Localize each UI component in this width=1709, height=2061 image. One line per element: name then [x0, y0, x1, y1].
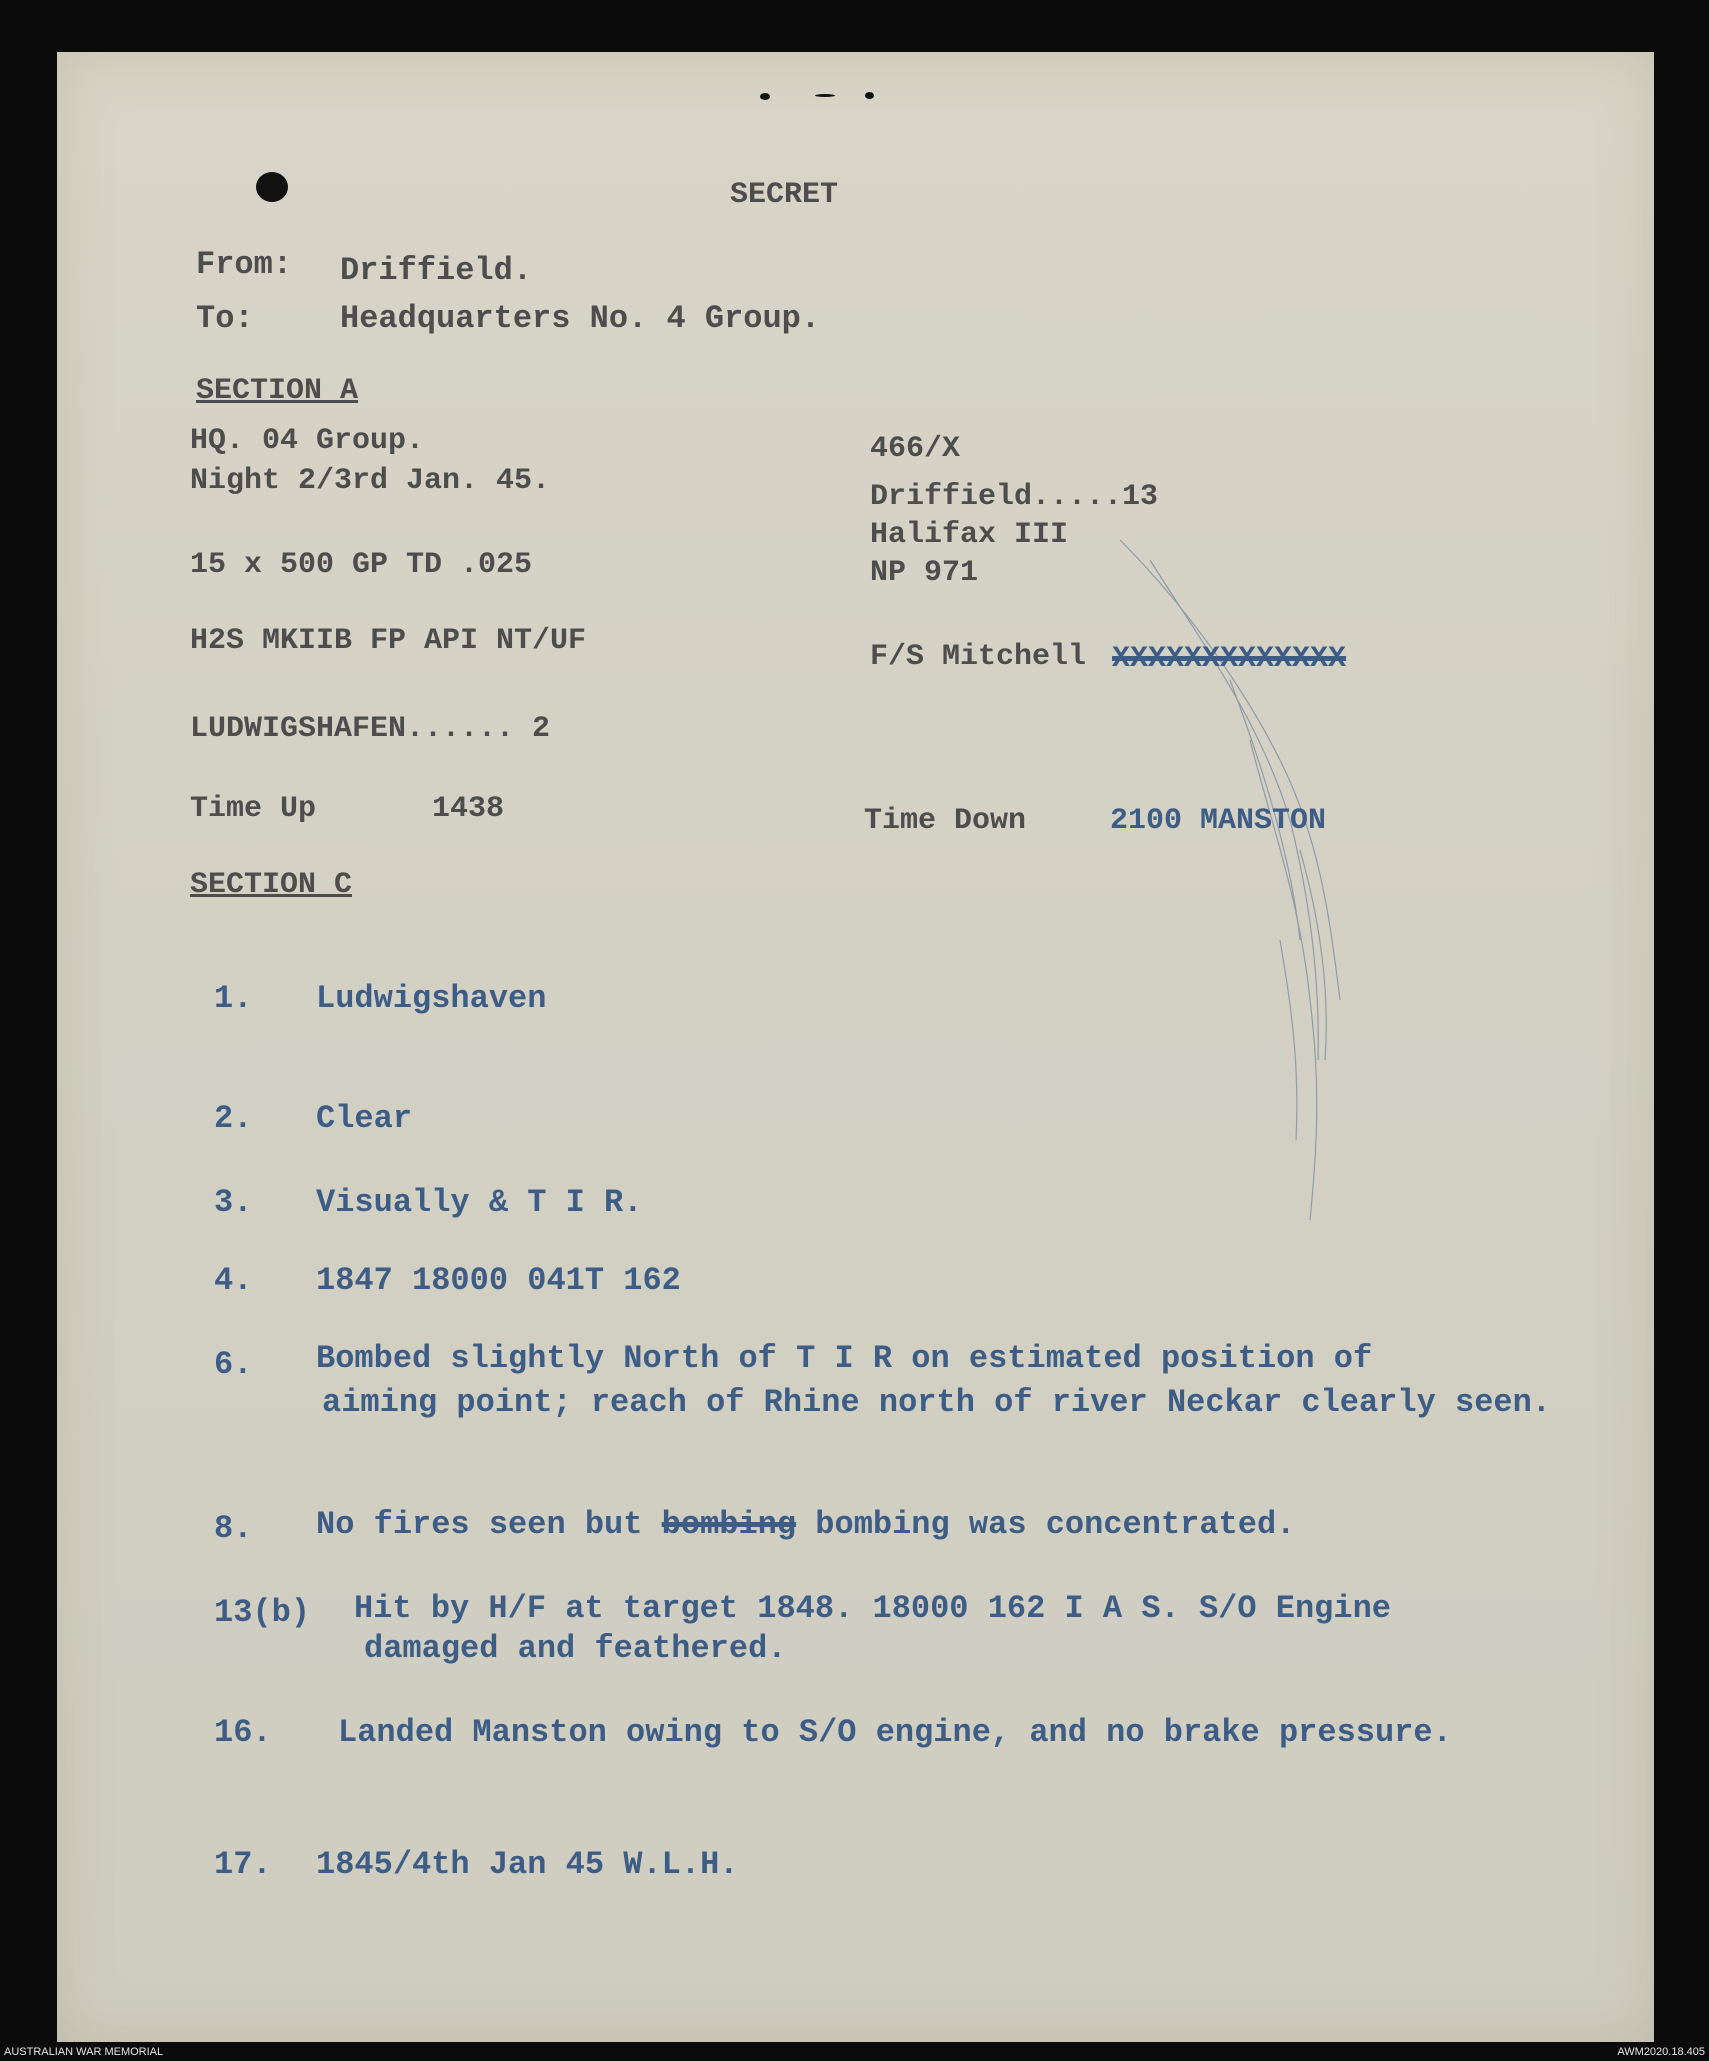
punch-hole: [256, 172, 288, 202]
item-text: Clear: [316, 1100, 413, 1137]
footer-right: AWM2020.18.405: [1617, 2046, 1705, 2058]
punch-hole: [815, 94, 835, 97]
section-c-heading: SECTION C: [190, 868, 353, 902]
item-number: 2.: [214, 1100, 253, 1137]
item-number: 6.: [214, 1346, 253, 1383]
section-a-line: H2S MKIIB FP API NT/UF: [190, 624, 587, 658]
section-a-heading: SECTION A: [196, 374, 359, 408]
item-text: Visually & T I R.: [316, 1184, 643, 1221]
item-text: 1847 18000 041T 162: [316, 1262, 681, 1299]
time-up-value: 1438: [432, 792, 505, 826]
item-number: 8.: [214, 1510, 253, 1547]
from-value: Driffield.: [340, 252, 533, 289]
item-text: damaged and feathered.: [364, 1630, 787, 1667]
section-a-right-line: NP 971: [870, 556, 979, 590]
item-number: 16.: [214, 1714, 272, 1751]
to-label: To:: [196, 300, 254, 337]
item-text: aiming point; reach of Rhine north of river Neckar clearly seen.: [322, 1384, 1551, 1421]
section-a-line: LUDWIGSHAFEN...... 2: [190, 712, 551, 746]
to-value: Headquarters No. 4 Group.: [340, 300, 821, 337]
pilot-struck-text: XXXXXXXXXXXXX: [1112, 642, 1347, 676]
punch-hole: [760, 93, 770, 100]
item-text: Bombed slightly North of T I R on estimated position of: [316, 1340, 1373, 1377]
item-text-struck: bombing: [661, 1506, 797, 1543]
section-a-right-line: 466/X: [870, 432, 961, 466]
pilot-name: F/S Mitchell: [870, 640, 1087, 674]
section-a-line: 15 x 500 GP TD .025: [190, 548, 533, 582]
time-down-label: Time Down: [864, 804, 1027, 838]
punch-hole: [865, 92, 874, 99]
item-text-after: bombing was concentrated.: [815, 1506, 1296, 1543]
item-number: 3.: [214, 1184, 253, 1221]
item-number: 13(b): [214, 1594, 311, 1631]
section-a-right-line: Halifax III: [870, 518, 1069, 552]
item-number: 4.: [214, 1262, 253, 1299]
section-a-line: HQ. 04 Group.: [190, 424, 425, 458]
item-text: [316, 1506, 1295, 1543]
classification-heading: SECRET: [730, 178, 839, 212]
item-text: Ludwigshaven: [316, 980, 547, 1017]
item-text: Landed Manston owing to S/O engine, and no brake pressure.: [338, 1714, 1452, 1751]
item-number: 17.: [214, 1846, 272, 1883]
section-a-right-line: Driffield.....13: [870, 480, 1159, 514]
footer-left: AUSTRALIAN WAR MEMORIAL: [4, 2046, 164, 2058]
item-text: Hit by H/F at target 1848. 18000 162 I A S. S/O Engine: [354, 1590, 1391, 1627]
section-a-line: Night 2/3rd Jan. 45.: [190, 464, 551, 498]
from-label: From:: [196, 246, 293, 283]
item-text: 1845/4th Jan 45 W.L.H.: [316, 1846, 739, 1883]
time-down-value: 2100 MANSTON: [1110, 804, 1327, 838]
time-up-label: Time Up: [190, 792, 317, 826]
item-number: 1.: [214, 980, 253, 1017]
item-text-before: No fires seen but: [316, 1506, 643, 1543]
